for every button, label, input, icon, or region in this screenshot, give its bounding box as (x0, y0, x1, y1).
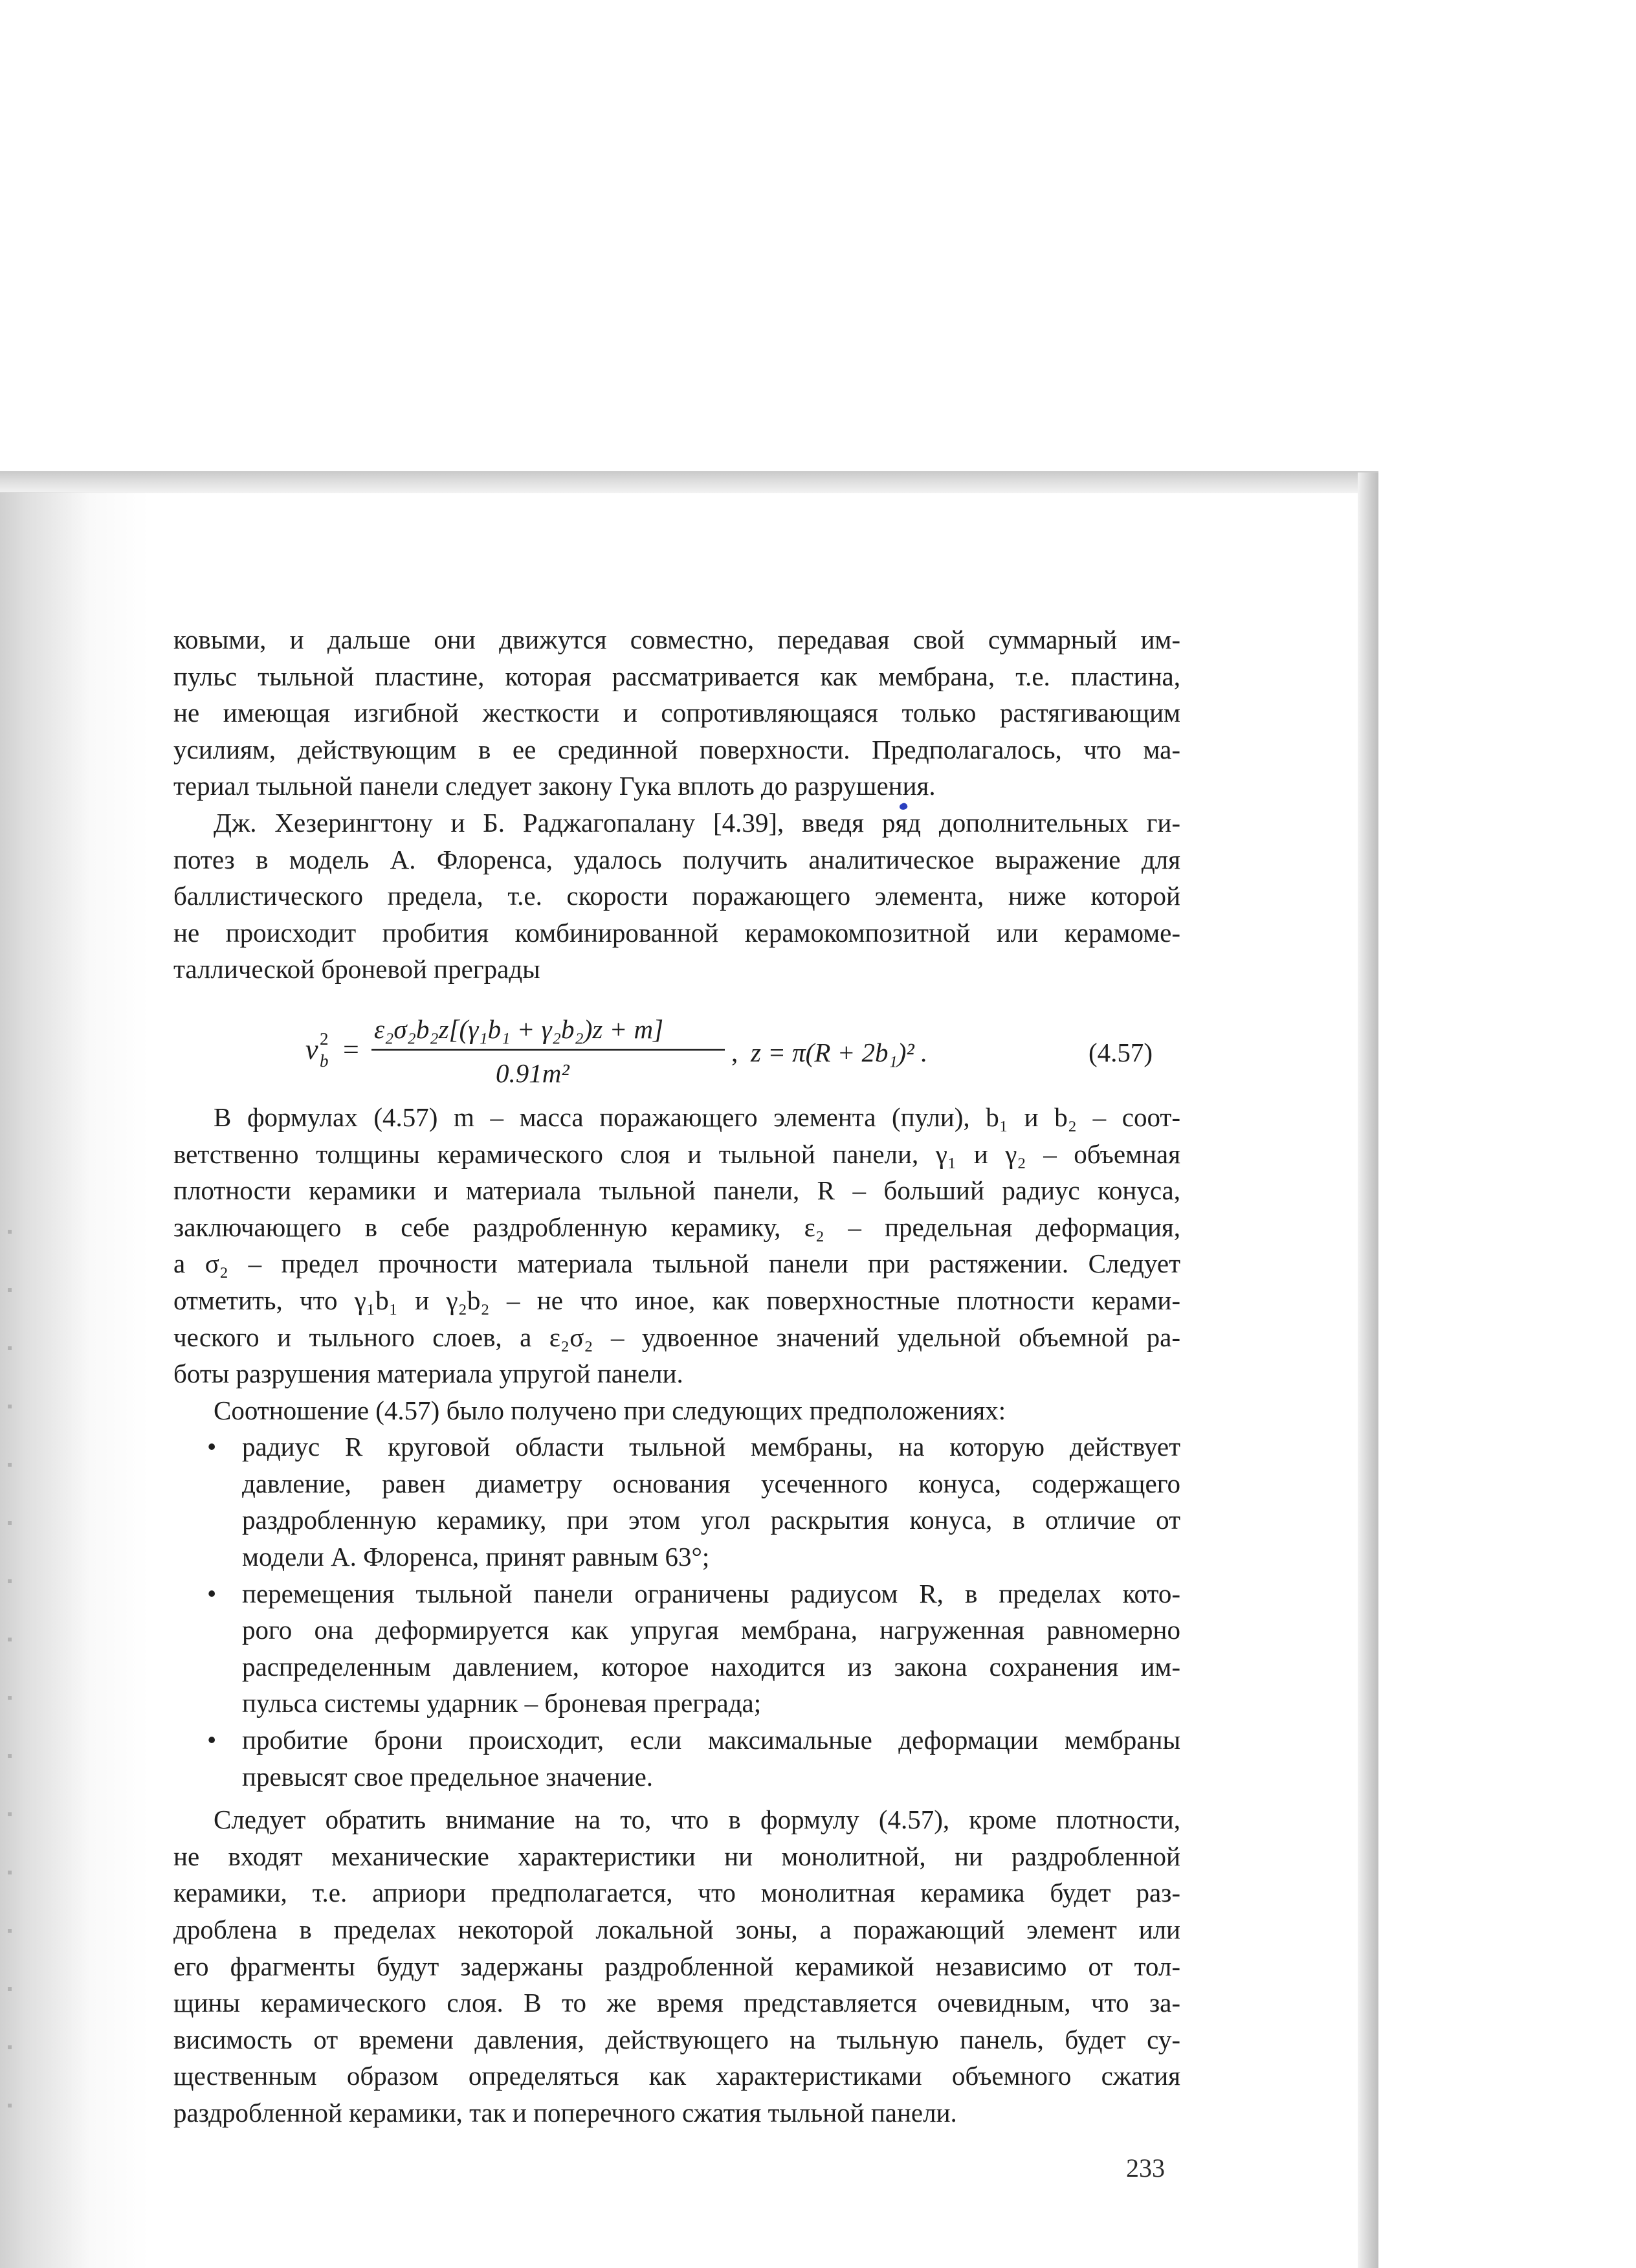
text-line: Следует обратить внимание на то, что в формулу (4.57), кроме плотности, (214, 1805, 1180, 1835)
text-line: потез в модель А. Флоренса, удалось получить аналитическое выражение для (173, 844, 1180, 874)
text-line: Дж. Хезерингтону и Б. Раджагопалану [4.39], введя ряд дополнительных ги- (214, 807, 1180, 838)
text-line: ветственно толщины керамического слоя и тыльной панели, γ₁ и γ₂ – объемная (173, 1139, 1180, 1169)
equation-4-57 (173, 992, 1180, 1099)
text-line: плотности керамики и материала тыльной панели, R – больший радиус конуса, (173, 1175, 1180, 1206)
equation-lhs-sub: b (320, 1051, 329, 1071)
text-line: радиус R круговой области тыльной мембраны, на которую действует (242, 1432, 1180, 1462)
paragraph-hetherington-end (173, 951, 1180, 988)
text-line: отметить, что γ₁b₁ и γ₂b₂ – не что иное, как поверхностные плотности керами- (173, 1285, 1180, 1315)
equation-z-definition: z = π(R + 2b₁)² . (751, 1037, 928, 1067)
list-item-text (242, 1722, 1180, 1759)
text-line: не входят механические характеристики ни монолитной, ни раздробленной (173, 1841, 1180, 1871)
text-line: а σ₂ – предел прочности материала тыльной панели при растяжении. Следует (173, 1249, 1180, 1279)
page-body (173, 621, 1180, 2131)
equation-svg (173, 992, 1180, 1099)
text-line: пробитие брони происходит, если максимальные деформации мембраны (242, 1725, 1180, 1755)
text-line: щины керамического слоя. В то же время представляется очевидным, что за- (173, 1988, 1180, 2018)
list-item-text-end (242, 1759, 1180, 1796)
text-line: керамики, т.е. априори предполагается, что монолитная керамика будет раз- (173, 1878, 1180, 1908)
text-line: баллистического предела, т.е. скорости поражающего элемента, ниже которой (173, 881, 1180, 911)
text-line: давление, равен диаметру основания усеченного конуса, содержащего (242, 1468, 1180, 1498)
text-line: дроблена в пределах некоторой локальной зоны, а поражающий элемент или (173, 1915, 1180, 1944)
list-item (173, 1722, 1180, 1795)
list-item-text (242, 1429, 1180, 1539)
book-gutter-shadow (0, 492, 149, 2268)
text-line: териал тыльной панели следует закону Гука вплоть до разрушения. (173, 771, 936, 801)
paragraph-final-end (173, 2095, 1180, 2131)
text-line: В формулах (4.57) m – масса поражающего элемента (пули), b₁ и b₂ – соот- (214, 1102, 1180, 1132)
bullet-icon: • (207, 1725, 217, 1755)
text-line: распределенным давлением, которое находится из закона сохранения им- (242, 1651, 1180, 1682)
paragraph-final (173, 1801, 1180, 2095)
paragraph-hetherington (173, 805, 1180, 951)
page-top-edge (0, 471, 1378, 493)
paragraph-continuation-end (173, 768, 1180, 805)
list-item-text-end (242, 1539, 1180, 1575)
text-line: его фрагменты будут задержаны раздробленной керамикой независимо от тол- (173, 1951, 1180, 1981)
gutter-marks (8, 1230, 12, 2136)
equation-comma: , (731, 1037, 738, 1067)
text-line: заключающего в себе раздробленную керамику, ε₂ – предельная деформация, (173, 1212, 1180, 1242)
text-line: ческого и тыльного слоев, а ε₂σ₂ – удвоенное значений удельной объемной ра- (173, 1322, 1180, 1352)
text-line: перемещения тыльной панели ограничены радиусом R, в пределах кото- (242, 1578, 1180, 1608)
text-line: модели А. Флоренса, принят равным 63°; (242, 1542, 710, 1572)
text-line: не происходит пробития комбинированной керамокомпозитной или керамоме- (173, 917, 1180, 948)
text-line: боты разрушения материала упругой панели. (173, 1359, 683, 1389)
page-right-edge (1358, 472, 1378, 2268)
list-item (173, 1429, 1180, 1575)
spacer (173, 1795, 1180, 1801)
text-line: усилиям, действующим в ее срединной поверхности. Предполагалось, что ма- (173, 734, 1180, 764)
text-line: рого она деформируется как упругая мембрана, нагруженная равномерно (242, 1615, 1180, 1645)
text-line: ковыми, и дальше они движутся совместно, передавая свой суммарный им- (173, 625, 1180, 654)
text-line: раздробленной керамики, так и поперечного сжатия тыльной панели. (173, 2097, 957, 2128)
equation-lhs-sup: 2 (320, 1028, 329, 1049)
text-line: раздробленную керамику, при этом угол раскрытия конуса, в отличие от (242, 1505, 1180, 1535)
text-line: пульс тыльной пластине, которая рассматривается как мембрана, т.е. пластина, (173, 661, 1180, 691)
text-line: не имеющая изгибной жесткости и сопротивляющаяся только растягивающим (173, 698, 1180, 728)
equation-numerator: ε₂σ₂b₂z[(γ₁b₁ + γ₂b₂)z + m] (374, 1014, 664, 1044)
text-line: пульса системы ударник – броневая преграда; (242, 1688, 762, 1718)
equation-lhs-base: v (305, 1033, 318, 1065)
list-item (173, 1575, 1180, 1722)
bullet-icon: • (207, 1432, 217, 1462)
paragraph-continuation (173, 621, 1180, 768)
paragraph-notation-end (173, 1355, 1180, 1392)
paragraph-notation (173, 1099, 1180, 1355)
list-item-text (242, 1575, 1180, 1685)
list-item-text-end (242, 1685, 1180, 1722)
assumptions-intro: Соотношение (4.57) было получено при следующих предположениях: (214, 1395, 1006, 1425)
text-line: таллической броневой преграды (173, 954, 540, 984)
equation-equals: = (343, 1033, 359, 1065)
bullet-icon: • (207, 1578, 217, 1608)
page-number: 233 (1126, 2153, 1165, 2183)
text-line: щественным образом определяться как характеристиками объемного сжатия (173, 2061, 1180, 2091)
equation-denominator: 0.91m² (496, 1058, 569, 1088)
assumptions-list (173, 1429, 1180, 1795)
equation-number: (4.57) (1089, 1037, 1153, 1067)
text-line: висимость от времени давления, действующего на тыльную панель, будет су- (173, 2024, 1180, 2054)
text-line: превысят свое предельное значение. (242, 1761, 654, 1792)
